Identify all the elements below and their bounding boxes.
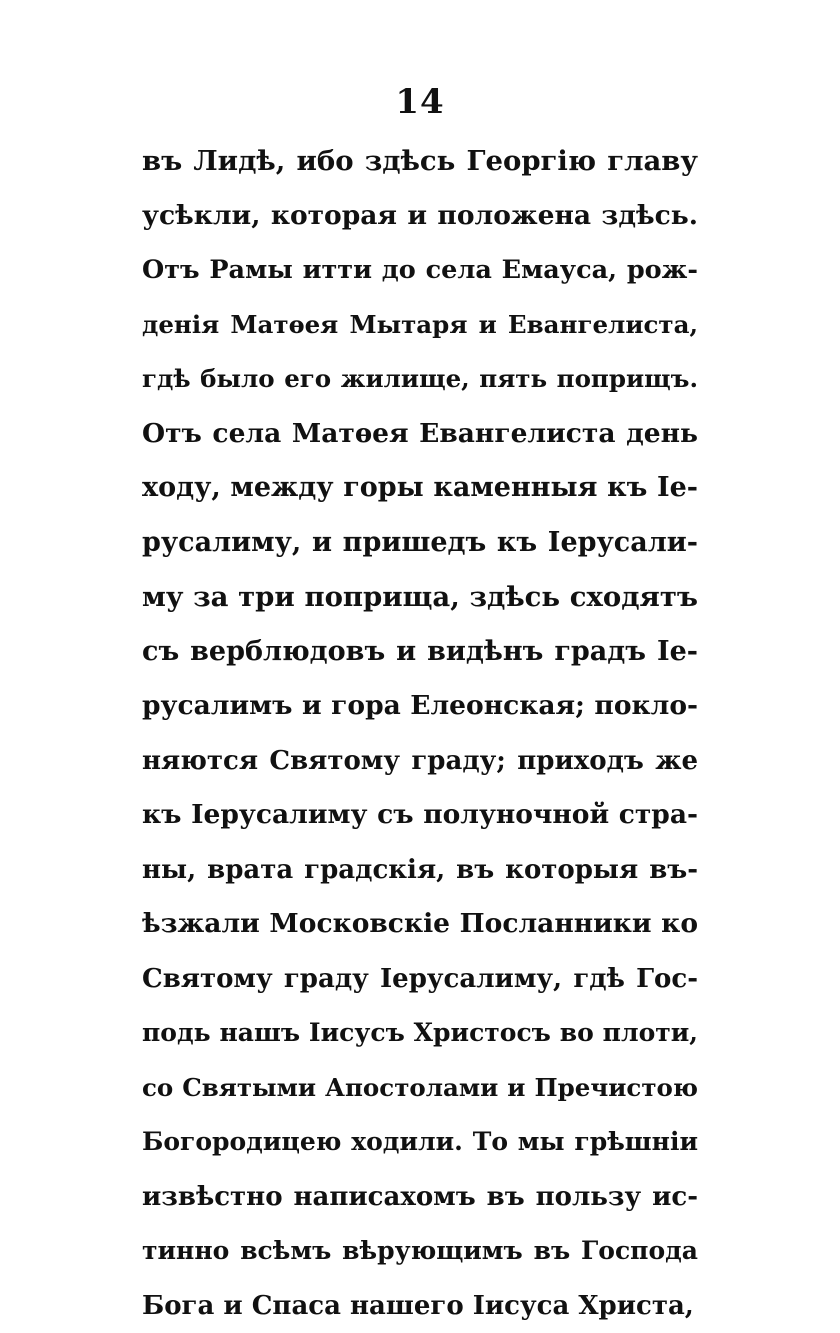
- text-line: со Святыми Апостолами и Пречистою: [142, 1061, 698, 1116]
- text-line: извѣстно написахомъ въ пользу ис-: [142, 1170, 698, 1225]
- text-line: русалимъ и гора Елеонская; покло-: [142, 679, 698, 734]
- text-line: въ Лидѣ, ибо здѣсь Георгію главу: [142, 134, 698, 189]
- text-line: тинно всѣмъ вѣрующимъ въ Господа: [142, 1224, 698, 1279]
- text-line: денія Матѳея Мытаря и Евангелиста,: [142, 298, 698, 353]
- text-line: гдѣ было его жилище, пять поприщъ.: [142, 352, 698, 407]
- text-line: ны, врата градскія, въ которыя въ-: [142, 843, 698, 898]
- text-line: подь нашъ Іисусъ Христосъ во плоти,: [142, 1006, 698, 1061]
- page-number: 14: [0, 82, 840, 122]
- text-line: Отъ Рамы итти до села Емауса, рож-: [142, 243, 698, 298]
- text-line: ходу, между горы каменныя къ Іе-: [142, 461, 698, 516]
- text-line: Отъ села Матѳея Евангелиста день: [142, 407, 698, 462]
- text-line: съ верблюдовъ и видѣнъ градъ Іе-: [142, 625, 698, 680]
- text-line: Святому граду Іерусалиму, гдѣ Гос-: [142, 952, 698, 1007]
- text-line: ѣзжали Московскіе Посланники ко: [142, 897, 698, 952]
- text-line: русалиму, и пришедъ къ Іерусали-: [142, 516, 698, 571]
- text-line: къ Іерусалиму съ полуночной стра-: [142, 788, 698, 843]
- text-line: усѣкли, которая и положена здѣсь.: [142, 189, 698, 244]
- body-text: [142, 134, 698, 1333]
- text-line: Бога и Спаса нашего Іисуса Христа,: [142, 1279, 698, 1333]
- text-line: му за три поприща, здѣсь сходятъ: [142, 570, 698, 625]
- text-line: няются Святому граду; приходъ же: [142, 734, 698, 789]
- text-line: Богородицею ходили. То мы грѣшніи: [142, 1115, 698, 1170]
